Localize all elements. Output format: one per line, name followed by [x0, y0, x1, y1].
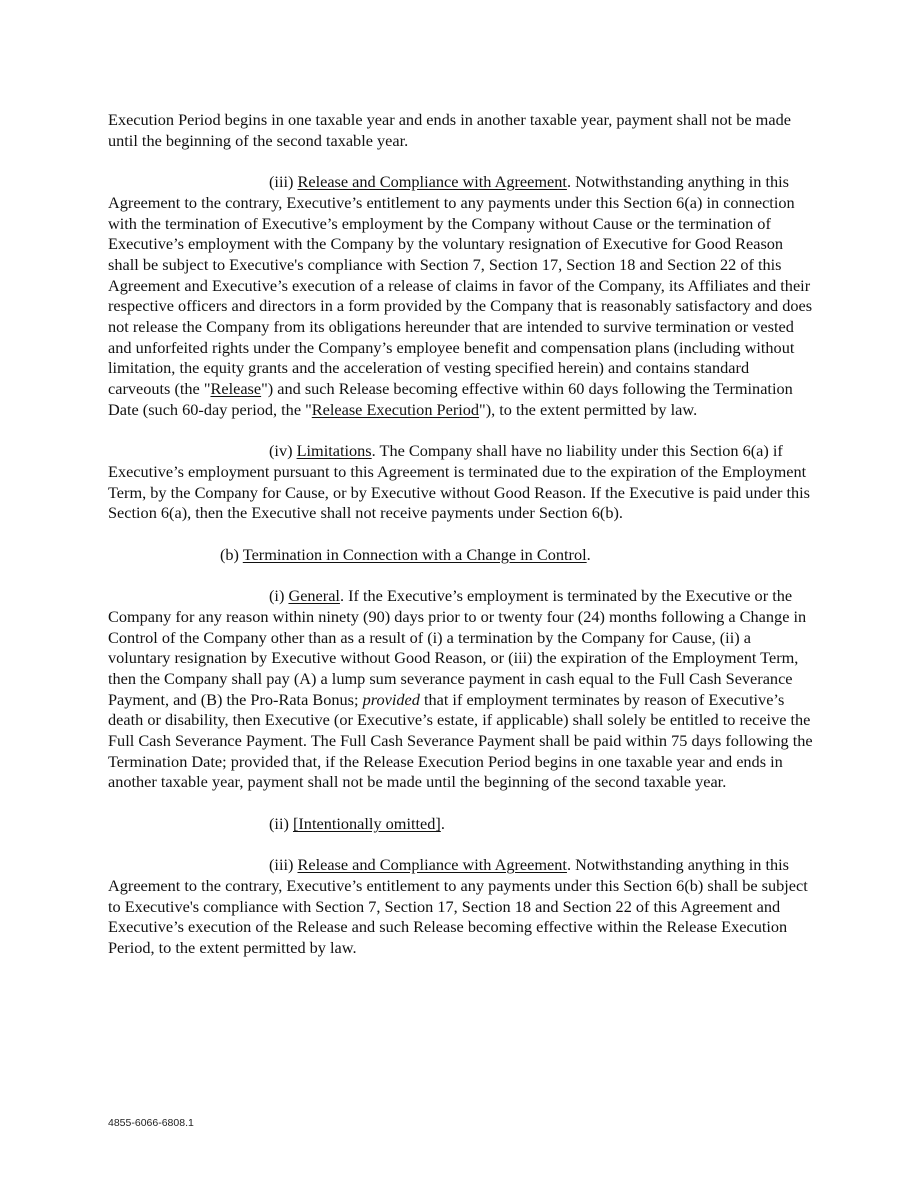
paragraph-text: . If the Executive’s employment is terminated by the Executive or the Company for any reason within ninety (90) days prior to or twenty four (24) months following a Change in Control of the Company other than as a result of (i) a termination by the Company for Cause, (ii) a voluntary resignation by Executive without Good Reason, or (iii) the expiration of the Employment Term, then the Company shall pay (A) a lump sum severance payment in cash equal to the Full Cash Severance Payment, and (B) the Pro-Rata Bonus; [108, 586, 807, 709]
document-id-footer: 4855-6066-6808.1 [108, 1117, 194, 1129]
paragraph-text: . Notwithstanding anything in this Agreement to the contrary, Executive’s entitlement to any payments under this Section 6(a) in connection with the termination of Executive’s employment by the Company without Cause or the termination of Executive’s employment with the Company by the voluntary resignation of Executive for Good Reason shall be subject to Executive's compliance with Section 7, Section 17, Section 18 and Section 22 of this Agreement and Executive’s execution of a release of claims in favor of the Company, its Affiliates and their respective officers and directors in a form provided by the Company that is reasonably satisfactory and does not release the Company from its obligations hereunder that are intended to survive termination or vested and unforfeited rights under the Company’s employee benefit and compensation plans (including without limitation, the equity grants and the acceleration of vesting specified herein) and contains standard carveouts (the " [108, 172, 813, 399]
paragraph-text: . The Company shall have no liability under this Section 6(a) if Executive’s employment pursuant to this Agreement is terminated due to the expiration of the Employment Term, by the Company for Cause, or by Executive without Good Reason. If the Executive is paid under this Section 6(a), then the Executive shall not receive payments under Section 6(b). [108, 441, 810, 523]
document-page [108, 110, 814, 979]
paragraph-limitations [108, 441, 814, 524]
clause-number: (iii) [269, 855, 298, 875]
clause-heading: Limitations [296, 441, 372, 461]
italic-term: provided [362, 689, 420, 709]
paragraph-general [108, 586, 814, 793]
paragraph-text: . [440, 813, 445, 833]
paragraph-text: that if employment terminates by reason of Executive’s death or disability, then Executive (or Executive’s estate, if applicable) shall solely be entitled to receive the Full Cash Severance Payment. The Full Cash Severance Payment shall be paid within 75 days following the Termination Date; provided that, if the Release Execution Period begins in one taxable year and ends in another taxable year, payment shall not be made until the beginning of the second taxable year. [108, 689, 813, 792]
paragraph-text: Execution Period begins in one taxable year and ends in another taxable year, payment shall not be made until the beginning of the second taxable year. [108, 110, 791, 150]
clause-number: (iii) [269, 172, 298, 192]
paragraph-intentionally-omitted [108, 814, 814, 835]
clause-number: (i) [269, 586, 289, 606]
paragraph-text: ") and such Release becoming effective within 60 days following the Termination Date (such 60-day period, the " [108, 379, 793, 419]
clause-heading: Release and Compliance with Agreement [297, 855, 567, 875]
clause-number: (iv) [269, 441, 297, 461]
paragraph-text: "), to the extent permitted by law. [479, 399, 698, 419]
clause-heading: General [288, 586, 340, 606]
clause-heading: [Intentionally omitted] [292, 813, 441, 833]
clause-number: (ii) [269, 813, 293, 833]
clause-heading: Release and Compliance with Agreement [297, 172, 567, 192]
paragraph-release-compliance-6a [108, 172, 814, 420]
defined-term-release-execution-period: Release Execution Period [311, 399, 480, 419]
clause-number: (b) [220, 544, 243, 564]
paragraph-release-compliance-6b [108, 855, 814, 959]
paragraph-text: . [586, 544, 591, 564]
defined-term-release: Release [210, 379, 262, 399]
clause-heading: Termination in Connection with a Change in Control [242, 544, 587, 564]
section-heading-change-in-control [108, 545, 814, 566]
paragraph-continuation [108, 110, 814, 151]
paragraph-text: . Notwithstanding anything in this Agreement to the contrary, Executive’s entitlement to any payments under this Section 6(b) shall be subject to Executive's compliance with Section 7, Section 17, Section 18 and Section 22 of this Agreement and Executive’s execution of the Release and such Release becoming effective within the Release Execution Period, to the extent permitted by law. [108, 855, 808, 958]
